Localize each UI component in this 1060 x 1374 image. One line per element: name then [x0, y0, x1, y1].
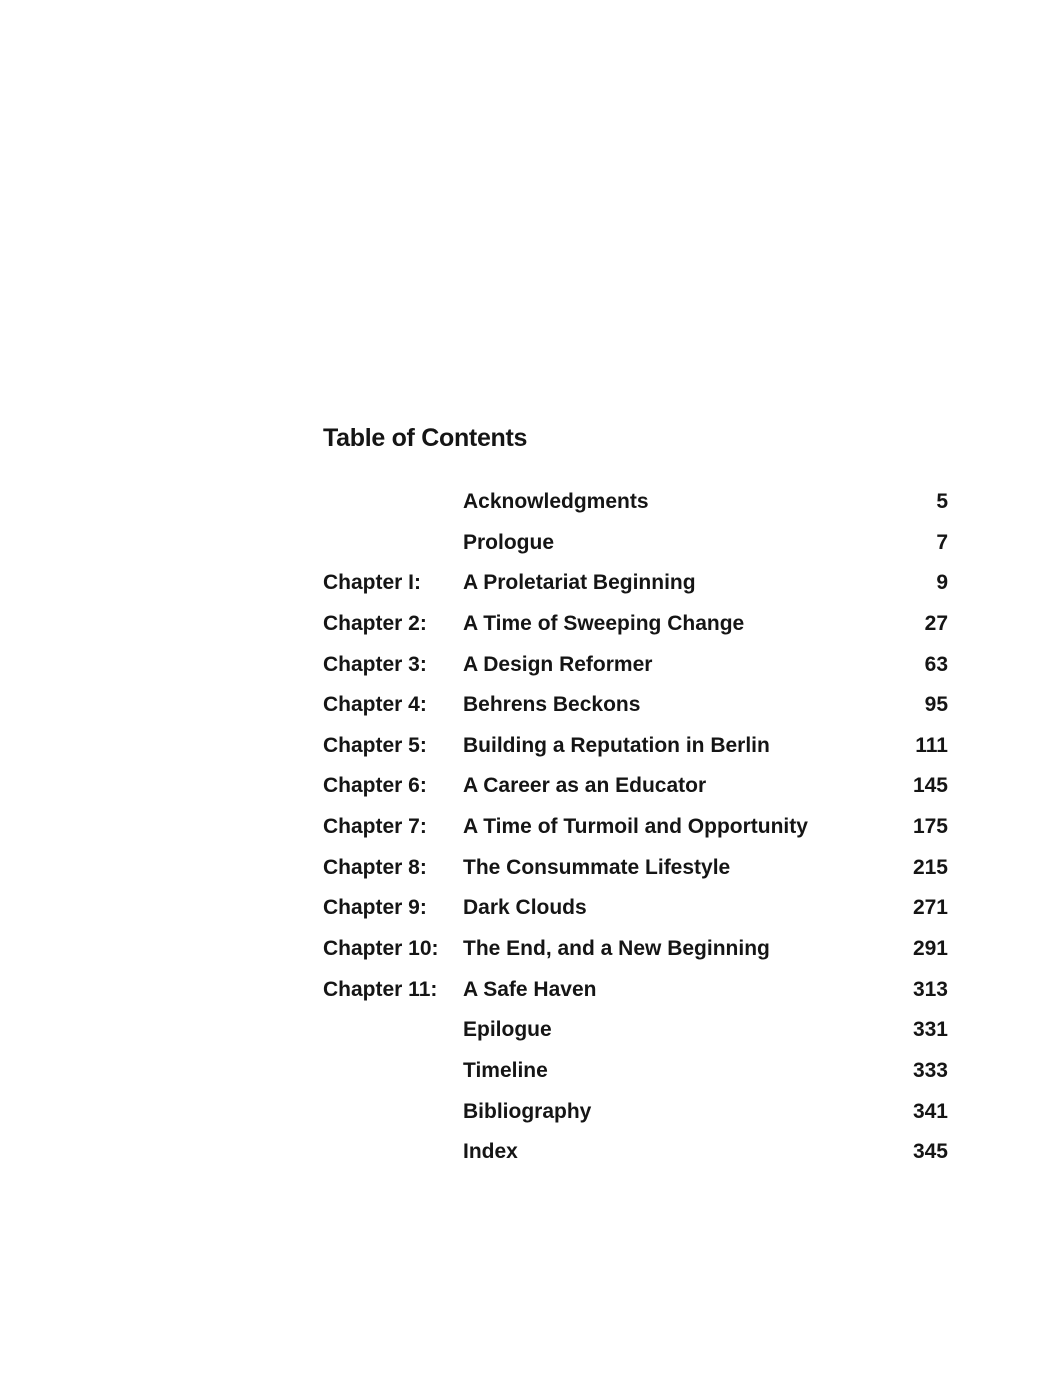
toc-chapter-label: Chapter 10: [323, 937, 439, 961]
toc-entry-title: Bibliography [463, 1099, 592, 1123]
toc-entry-title: The Consummate Lifestyle [463, 855, 731, 879]
toc-page-number: 145 [912, 774, 948, 798]
toc-entry-chapter-2 [323, 606, 948, 647]
toc-entry-prologue [323, 525, 948, 566]
toc-entry-chapter-10 [323, 931, 948, 972]
toc-entry-chapter-7 [323, 809, 948, 850]
toc-page-number: 271 [912, 896, 948, 920]
toc-entry-chapter-11 [323, 972, 948, 1013]
toc-page-number: 175 [912, 815, 948, 839]
toc-chapter-label: Chapter 6: [323, 774, 427, 798]
toc-entry-title: Dark Clouds [463, 896, 587, 920]
toc-page-number: 111 [915, 733, 948, 757]
toc-entry-timeline [323, 1053, 948, 1094]
toc-entry-title: Epilogue [463, 1018, 552, 1042]
toc-entry-chapter-5 [323, 728, 948, 769]
toc-chapter-label: Chapter 4: [323, 693, 427, 717]
toc-page-number: 215 [912, 855, 948, 879]
toc-entry-chapter-6 [323, 768, 948, 809]
toc-entry-title: Building a Reputation in Berlin [463, 733, 770, 757]
toc-page-number: 291 [912, 937, 948, 961]
toc-chapter-label: Chapter 7: [323, 815, 427, 839]
toc-entry-epilogue [323, 1012, 948, 1053]
toc-page-number: 331 [912, 1018, 948, 1042]
toc-page-number: 9 [936, 571, 948, 595]
toc-entry-chapter-9 [323, 890, 948, 931]
toc-page-number: 333 [912, 1058, 948, 1082]
toc-entry-title: A Time of Sweeping Change [463, 611, 745, 635]
toc-chapter-label: Chapter I: [323, 571, 422, 595]
toc-chapter-label: Chapter 8: [323, 855, 427, 879]
toc-entry-chapter-4 [323, 687, 948, 728]
toc-entry-bibliography [323, 1094, 948, 1135]
toc-page-number: 27 [924, 611, 948, 635]
toc-entry-acknowledgments [323, 484, 948, 525]
toc-entry-title: A Design Reformer [463, 652, 653, 676]
toc-chapter-label: Chapter 3: [323, 652, 427, 676]
toc-entry-title: Behrens Beckons [463, 693, 641, 717]
toc-page-number: 63 [924, 652, 948, 676]
toc-page-number: 341 [912, 1099, 948, 1123]
toc-entry-chapter-8 [323, 850, 948, 891]
toc-chapter-label: Chapter 2: [323, 611, 427, 635]
toc-page-number: 7 [936, 530, 948, 554]
toc-page-number: 313 [912, 977, 948, 1001]
toc-entry-title: The End, and a New Beginning [463, 937, 770, 961]
toc-chapter-label: Chapter 5: [323, 733, 427, 757]
toc-chapter-label: Chapter 11: [323, 977, 438, 1001]
toc-page-number: 95 [924, 693, 948, 717]
toc-page-number: 345 [912, 1140, 948, 1164]
table-of-contents-heading: Table of Contents [323, 424, 528, 452]
toc-entry-title: Timeline [463, 1058, 548, 1082]
toc-entry-index [323, 1134, 948, 1175]
toc-entry-title: A Safe Haven [463, 977, 597, 1001]
table-of-contents-list [323, 484, 948, 1175]
toc-entry-chapter-1 [323, 565, 948, 606]
toc-entry-title: Index [463, 1140, 518, 1164]
toc-entry-title: A Time of Turmoil and Opportunity [463, 815, 808, 839]
toc-entry-title: Acknowledgments [463, 490, 649, 513]
toc-entry-chapter-3 [323, 647, 948, 688]
toc-page-number: 5 [936, 490, 948, 513]
toc-chapter-label: Chapter 9: [323, 896, 427, 920]
toc-entry-title: Prologue [463, 530, 555, 554]
toc-entry-title: A Proletariat Beginning [463, 571, 696, 595]
toc-entry-title: A Career as an Educator [463, 774, 707, 798]
